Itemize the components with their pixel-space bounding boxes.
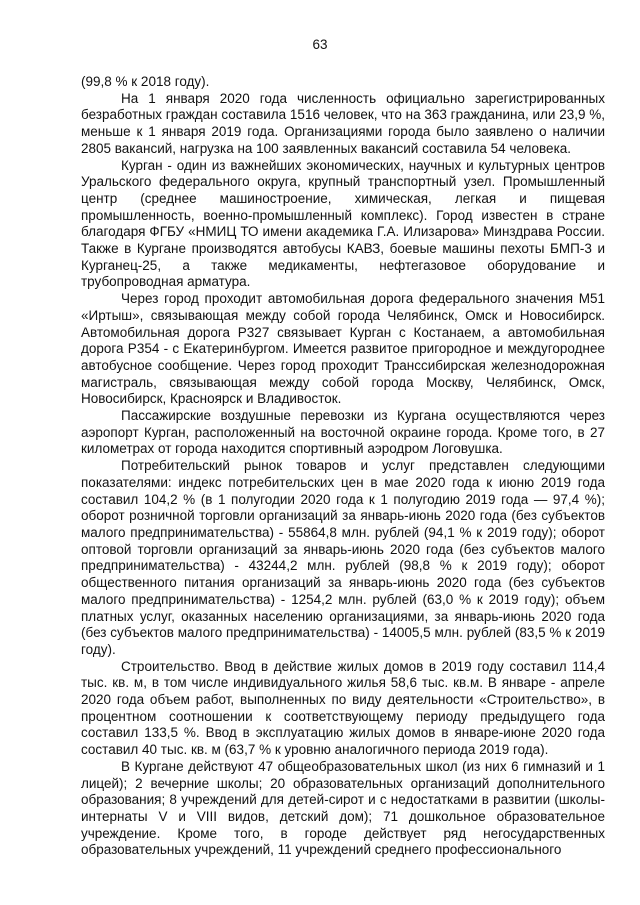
paragraph-education: В Кургане действуют 47 общеобразовательных школ (из них 6 гимназий и 1 лицей); 2 вечерние школы; 20 образовательных организаций дополнительного образования; 8 учреждений для детей-сирот и с недостатками в развитии (школы-интернаты V и VIII видов, детский дом); 71 дошкольное образовательное учреждение. Кроме того, в городе действует ряд негосударственных образовательных учреждений, 11 учреждений среднего профессионального [81,758,605,858]
paragraph-industry: Курган - один из важнейших экономических, научных и культурных центров Уральского федерального округа, крупный транспортный узел. Промышленный центр (среднее машиностроение, химическая, легкая и пищевая промышленность, военно-промышленный комплекс). Город известен в стране благодаря ФГБУ «НМИЦ ТО имени академика Г.А. Илизарова» Минздрава России. Также в Кургане производятся автобусы КАВЗ, боевые машины пехоты БМП-3 и Курганец-25, а также медикаменты, нефтегазовое оборудование и трубопроводная арматура. [81,157,605,290]
paragraph-continuation: (99,8 % к 2018 году). [81,74,210,89]
paragraph-roads: Через город проходит автомобильная дорога федерального значения М51 «Иртыш», связывающая между собой города Челябинск, Омск и Новосибирск. Автомобильная дорога Р327 связывает Курган с Костанаем, а автомобильная дорога Р354 - с Екатеринбургом. Имеется развитое пригородное и междугороднее автобусное сообщение. Через город проходит Транссибирская железнодорожная магистраль, связывающая между собой города Москву, Челябинск, Омск, Новосибирск, Красноярск и Владивосток. [81,291,605,407]
paragraph-construction: Строительство. Ввод в действие жилых домов в 2019 году составил 114,4 тыс. кв. м, в том числе индивидуального жилья 58,6 тыс. кв.м. В январе - апреле 2020 года объем работ, выполненных по виду деятельности «Строительство», в процентном соотношении к соответствующему периоду предыдущего года составил 133,5 %. Ввод в эксплуатацию жилых домов в январе-июне 2020 года составил 40 тыс. кв. м (63,7 % к уровню аналогичного периода 2019 года). [81,658,605,758]
paragraph-consumer-market: Потребительский рынок товаров и услуг представлен следующими показателями: индекс потребительских цен в мае 2020 года к июню 2019 года составил 104,2 % (в 1 полугодии 2020 года к 1 полугодию 2019 года — 97,4 %); оборот розничной торговли организаций за январь-июнь 2020 года (без субъектов малого предпринимательства) - 55864,8 млн. рублей (94,1 % к 2019 году); оборот оптовой торговли организаций за январь-июнь 2020 года (без субъектов малого предпринимательства) - 43244,2 млн. рублей (98,8 % к 2019 году); оборот общественного питания организаций за январь-июнь 2020 года (без субъектов малого предпринимательства) - 1254,2 млн. рублей (63,0 % к 2019 году); объем платных услуг, оказанных населению организациями, за январь-июнь 2020 года (без субъектов малого предпринимательства) - 14005,5 млн. рублей (83,5 % к 2019 году). [81,458,605,657]
page-number: 63 [312,37,328,52]
paragraph-unemployment: На 1 января 2020 года численность официально зарегистрированных безработных граждан составила 1516 человек, что на 363 гражданина, или 23,9 %, меньше к 1 января 2019 года. Организациями города было заявлено о наличии 2805 вакансий, нагрузка на 100 заявленных вакансий составила 54 человека. [81,90,605,156]
paragraph-air-transport: Пассажирские воздушные перевозки из Кургана осуществляются через аэропорт Курган, расположенный на восточной окраине города. Кроме того, в 27 километрах от города находится спортивный аэродром Логовушка. [81,408,605,457]
document-body [81,74,605,859]
